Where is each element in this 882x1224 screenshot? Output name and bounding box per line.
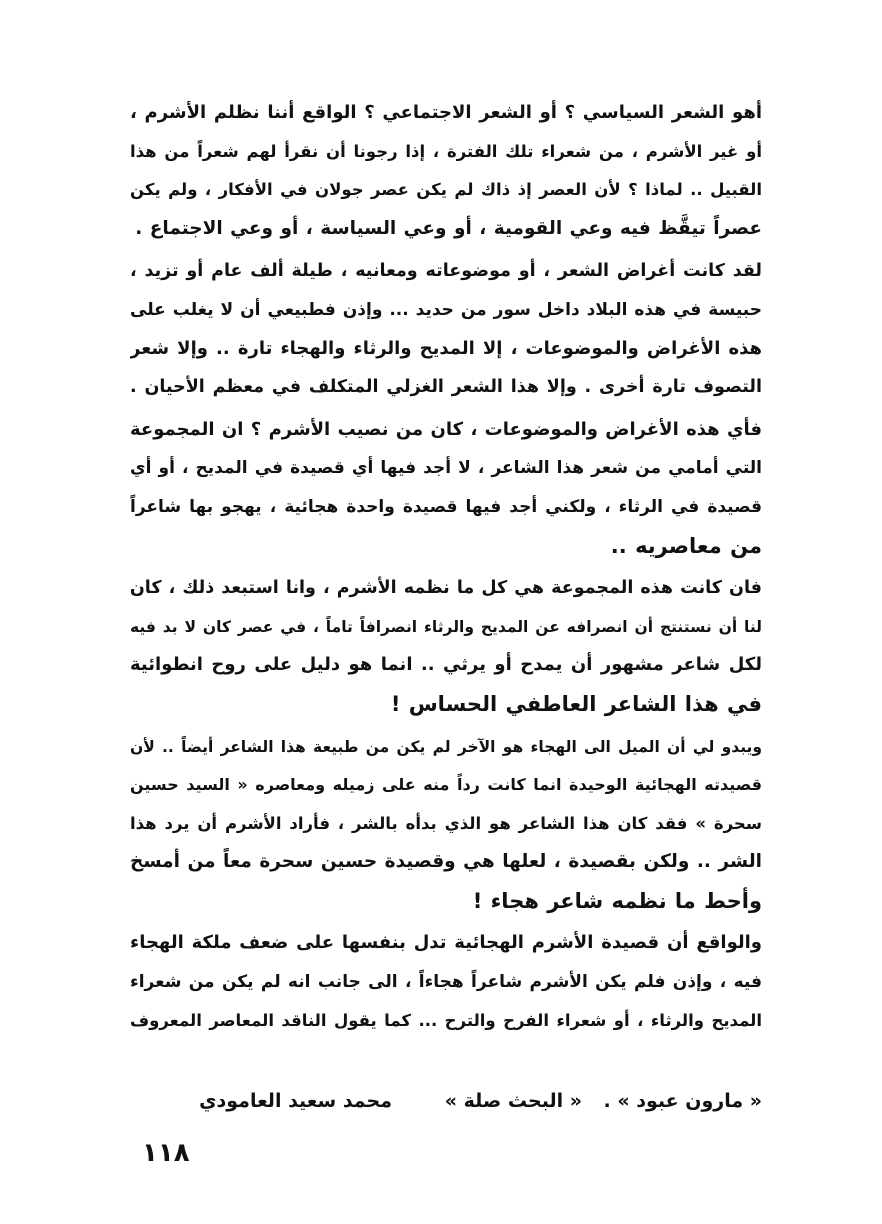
- paragraph-1: [130, 94, 762, 248]
- body-text: [130, 94, 762, 1044]
- text-line: عصراً تيقَّظ فيه وعي القومية ، أو وعي السياسة ، أو وعي الاجتماع .: [135, 217, 762, 239]
- text-line: التصوف تارة أخرى . وإلا هذا الشعر الغزلي المتكلف في معظم الأحيان .: [130, 377, 762, 398]
- text-line: فيه ، وإذن فلم يكن الأشرم شاعراً هجاءاً ، الى جانب انه لم يكن من شعراء: [130, 972, 762, 993]
- paragraph-3: [130, 411, 762, 565]
- text-line: لنا أن نستنتج أن انصرافه عن المديح والرثاء انصرافاً تاماً ، في عصر كان لا بد فيه: [130, 617, 762, 636]
- paragraph-4: [130, 569, 762, 723]
- paragraph-2: [130, 252, 762, 406]
- closing-quote-name: « مارون عبود » .: [603, 1090, 762, 1112]
- text-line: أهو الشعر السياسي ؟ أو الشعر الاجتماعي ؟ الواقع أننا نظلم الأشرم ،: [130, 102, 762, 123]
- text-line: الشر .. ولكن بقصيدة ، لعلها هي وقصيدة حسين سحرة معاً من أمسخ: [130, 851, 762, 873]
- text-line: قصيدته الهجائية الوحيدة انما كانت رداً منه على زميله ومعاصره « السيد حسين: [130, 775, 762, 795]
- text-line: لكل شاعر مشهور أن يمدح أو يرثي .. انما هو دليل على روح انطوائية: [130, 654, 762, 676]
- text-line: حبيسة في هذه البلاد داخل سور من حديد ... وإذن فطبيعي أن لا يغلب على: [130, 299, 762, 320]
- text-line: وأحط ما نظمه شاعر هجاء !: [472, 888, 762, 913]
- author-name: محمد سعيد العامودي: [199, 1090, 392, 1112]
- text-line: أو غير الأشرم ، من شعراء تلك الفترة ، إذا رجونا أن نقرأ لهم شعراً من هذا: [130, 141, 762, 161]
- text-line: من معاصريه ..: [610, 533, 762, 558]
- paragraph-5: [130, 728, 762, 921]
- source-label: « البحث صلة »: [444, 1090, 582, 1112]
- text-line: لقد كانت أغراض الشعر ، أو موضوعاته ومعانيه ، طيلة ألف عام أو تزيد ،: [130, 261, 762, 282]
- text-line: فأي هذه الأغراض والموضوعات ، كان من نصيب الأشرم ؟ ان المجموعة: [130, 418, 762, 440]
- paragraph-6: [130, 924, 762, 1040]
- text-line: في هذا الشاعر العاطفي الحساس !: [390, 691, 762, 716]
- text-line: قصيدة في الرثاء ، ولكني أجد فيها قصيدة واحدة هجائية ، يهجو بها شاعراً: [130, 496, 762, 517]
- text-line: والواقع أن قصيدة الأشرم الهجائية تدل بنفسها على ضعف ملكة الهجاء: [130, 932, 762, 954]
- text-line: هذه الأغراض والموضوعات ، إلا المديح والرثاء والهجاء تارة .. وإلا شعر: [130, 337, 762, 359]
- text-line: التي أمامي من شعر هذا الشاعر ، لا أجد فيها أي قصيدة في المديح ، أو أي: [130, 458, 762, 479]
- text-line: فان كانت هذه المجموعة هي كل ما نظمه الأشرم ، وانا استبعد ذلك ، كان: [130, 578, 762, 599]
- text-line: ويبدو لي أن الميل الى الهجاء هو الآخر لم يكن من طبيعة هذا الشاعر أيضاً .. لأن: [130, 737, 762, 756]
- page-number: ١١٨: [142, 1138, 190, 1168]
- text-line: المديح والرثاء ، أو شعراء الفرح والترح ... كما يقول الناقد المعاصر المعروف: [130, 1010, 762, 1030]
- text-line: سحرة » فقد كان هذا الشاعر هو الذي بدأه بالشر ، فأراد الأشرم أن يرد هذا: [130, 813, 762, 833]
- text-line: القبيل .. لماذا ؟ لأن العصر إذ ذاك لم يكن عصر جولان في الأفكار ، ولم يكن: [130, 180, 762, 200]
